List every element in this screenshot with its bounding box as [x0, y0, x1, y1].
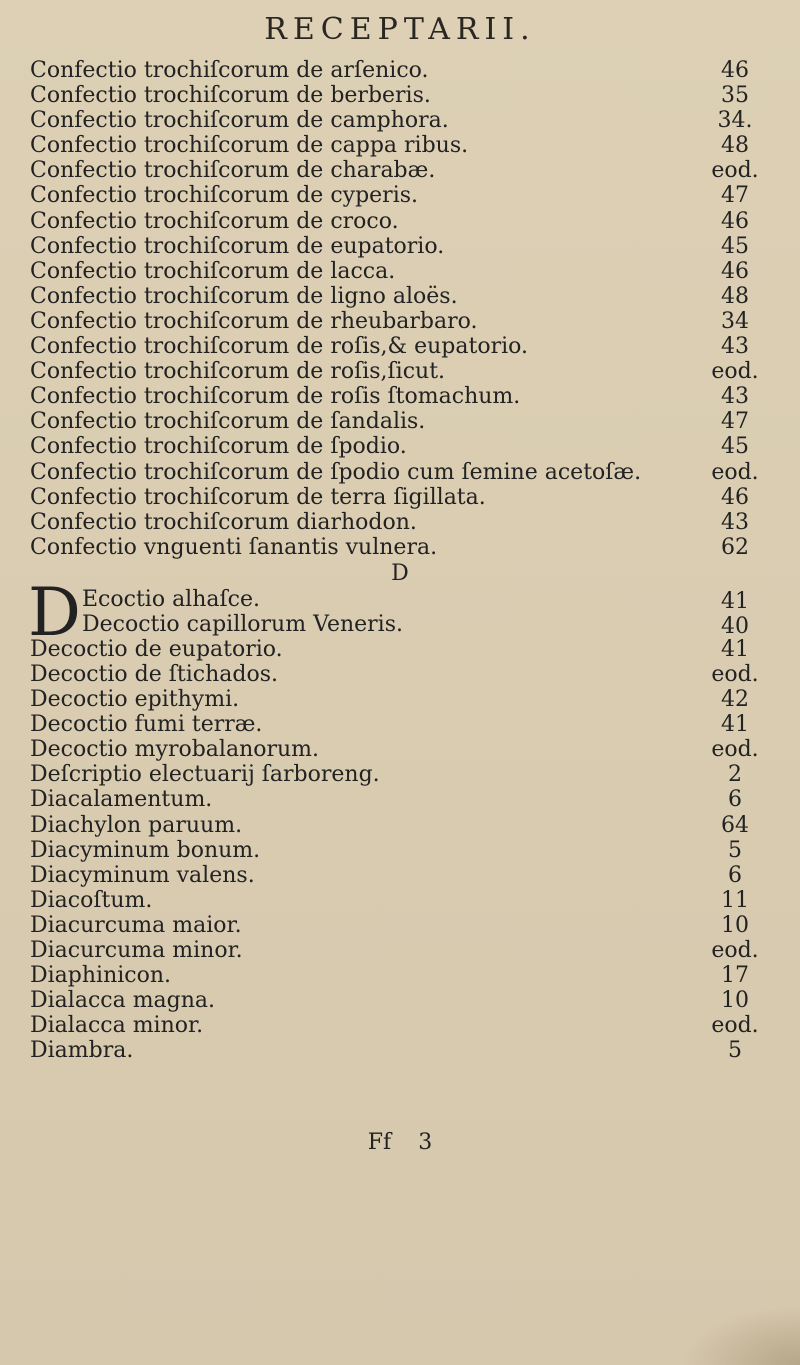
- index-entry: [30, 535, 770, 560]
- entry-title: Confectio vnguenti ſanantis vulnera.: [30, 534, 438, 560]
- entry-title: Confectio trochiſcorum de ligno aloës.: [30, 283, 458, 309]
- entry-page: eod.: [711, 459, 759, 485]
- index-entry: [30, 510, 770, 535]
- entry-page: 45: [721, 434, 749, 460]
- index-entry: [30, 637, 770, 662]
- index-entry: [30, 133, 770, 158]
- entry-title: Deſcriptio electuarij ſarboreng.: [30, 762, 380, 788]
- entry-page: 41: [721, 712, 749, 738]
- entry-page: 5: [728, 837, 742, 863]
- index-entry: [30, 888, 770, 913]
- entry-title: Confectio trochiſcorum diarhodon.: [30, 509, 417, 535]
- entry-title: Diacalamentum.: [30, 787, 213, 813]
- entry-page: 6: [728, 787, 742, 813]
- index-entry: [30, 963, 770, 988]
- entry-page: 34: [721, 308, 749, 334]
- entry-title: Confectio trochiſcorum de eupatorio.: [30, 233, 445, 259]
- index-entry: [30, 813, 770, 838]
- entry-title: Confectio trochiſcorum de berberis.: [30, 83, 431, 109]
- index-entry: [30, 938, 770, 963]
- entry-page: 64: [721, 812, 749, 838]
- index-entry: [30, 988, 770, 1013]
- entry-title: Confectio trochiſcorum de ſandalis.: [30, 409, 426, 435]
- entry-page: 48: [721, 283, 749, 309]
- entry-page: 6: [728, 862, 742, 888]
- signature-mark: Ff: [367, 1130, 392, 1155]
- index-entry: [30, 58, 770, 83]
- index-entry: [30, 662, 770, 687]
- entry-page: 47: [721, 409, 749, 435]
- entry-title: Confectio trochiſcorum de roſis,& eupatorio.: [30, 334, 528, 360]
- entry-page: 46: [721, 258, 749, 284]
- entry-page: 45: [721, 233, 749, 259]
- entry-title: Decoctio capillorum Veneris.: [82, 611, 403, 637]
- index-entry: [30, 359, 770, 384]
- entry-page: eod.: [711, 158, 759, 184]
- entry-page: 43: [721, 334, 749, 360]
- index-entry: [30, 712, 770, 737]
- entry-title: Ecoctio alhaſce.: [82, 586, 260, 612]
- entry-page: 46: [721, 58, 749, 83]
- entry-page: 34.: [717, 108, 753, 134]
- entry-page: eod.: [711, 737, 759, 763]
- drop-cap: D: [28, 573, 81, 651]
- index-entry: [30, 434, 770, 459]
- entry-title: Diacurcuma minor.: [30, 938, 243, 963]
- entry-page: eod.: [711, 661, 759, 687]
- index-entry: [30, 183, 770, 208]
- entry-page: 46: [721, 484, 749, 510]
- entry-title: Diacyminum bonum.: [30, 837, 261, 863]
- entry-page: 10: [721, 912, 749, 938]
- entry-page: 10: [721, 988, 749, 1014]
- entry-title: Decoctio epithymi.: [30, 687, 240, 713]
- index-entry: [30, 737, 770, 762]
- page-stain: [680, 1305, 800, 1365]
- signature-line: [0, 1130, 800, 1155]
- entry-page: 41: [721, 636, 749, 662]
- index-entry: [30, 284, 770, 309]
- entry-page: 2: [728, 762, 742, 788]
- entry-title: Confectio trochiſcorum de cappa ribus.: [30, 133, 469, 159]
- entry-title: Dialacca minor.: [30, 1013, 204, 1039]
- index-entries: [30, 58, 770, 1063]
- index-entry: [30, 108, 770, 133]
- entry-title: Diachylon paruum.: [30, 812, 243, 838]
- entry-page: eod.: [711, 1013, 759, 1039]
- index-entry: [30, 485, 770, 510]
- running-head: RECEPTARII.: [264, 12, 536, 47]
- entry-title: Confectio trochiſcorum de camphora.: [30, 108, 449, 134]
- entry-title: Confectio trochiſcorum de roſis ſtomachum.: [30, 384, 521, 410]
- entry-title: Confectio trochiſcorum de ſpodio cum ſemine acetoſæ.: [30, 459, 642, 485]
- index-entry: [30, 409, 770, 434]
- entry-title: Decoctio de ſtichados.: [30, 661, 278, 687]
- entry-title: Confectio trochiſcorum de terra ſigillata.: [30, 484, 486, 510]
- index-entry: [30, 158, 770, 183]
- index-entry: [30, 460, 770, 485]
- index-entry: [30, 787, 770, 812]
- index-entry: [30, 384, 770, 409]
- entry-title: Diaphinicon.: [30, 963, 172, 989]
- entry-page: 46: [721, 208, 749, 234]
- index-entry: [30, 762, 770, 787]
- index-entry: [30, 913, 770, 938]
- entry-page: 5: [728, 1038, 742, 1064]
- entry-page: 42: [721, 687, 749, 713]
- entry-page: 43: [721, 384, 749, 410]
- entry-title: Confectio trochiſcorum de arſenico.: [30, 58, 429, 83]
- entry-page: eod.: [711, 359, 759, 385]
- entry-title: Decoctio de eupatorio.: [30, 636, 283, 662]
- entry-page: 48: [721, 133, 749, 159]
- entry-title: Confectio trochiſcorum de cyperis.: [30, 183, 419, 209]
- d-entries-group: [30, 637, 770, 1064]
- index-entry: [30, 309, 770, 334]
- index-entry: [30, 209, 770, 234]
- section-letter: D: [391, 560, 409, 586]
- index-entry: [30, 1013, 770, 1038]
- entry-title: Diacoſtum.: [30, 887, 153, 913]
- index-entry: [30, 334, 770, 359]
- entry-page: 17: [721, 963, 749, 989]
- entry-page: 47: [721, 183, 749, 209]
- index-entry: [30, 838, 770, 863]
- entry-title: Confectio trochiſcorum de roſis,ſicut.: [30, 359, 446, 385]
- entry-title: Diambra.: [30, 1038, 134, 1064]
- entry-title: Dialacca magna.: [30, 988, 216, 1014]
- entry-page: 40: [721, 613, 749, 639]
- entry-page: 41: [721, 588, 749, 614]
- entry-page: eod.: [711, 938, 759, 963]
- index-entry: [30, 234, 770, 259]
- index-entry: [30, 687, 770, 712]
- entry-title: Decoctio myrobalanorum.: [30, 737, 320, 763]
- entry-title: Diacyminum valens.: [30, 862, 255, 888]
- entry-title: Confectio trochiſcorum de charabæ.: [30, 158, 436, 184]
- entry-title: Confectio trochiſcorum de croco.: [30, 208, 399, 234]
- signature-number: 3: [418, 1130, 433, 1155]
- index-entry: [30, 83, 770, 108]
- entry-title: Decoctio fumi terræ.: [30, 712, 263, 738]
- entry-title: Diacurcuma maior.: [30, 912, 242, 938]
- index-entry: [30, 1038, 770, 1063]
- index-entry: [30, 259, 770, 284]
- entry-page: 62: [721, 534, 749, 560]
- entry-title: Confectio trochiſcorum de ſpodio.: [30, 434, 407, 460]
- entry-page: 43: [721, 509, 749, 535]
- entry-page: 11: [721, 887, 749, 913]
- confectio-group: [30, 58, 770, 560]
- entry-title: Confectio trochiſcorum de rheubarbaro.: [30, 308, 478, 334]
- entry-page: 35: [721, 83, 749, 109]
- entry-title: Confectio trochiſcorum de lacca.: [30, 258, 396, 284]
- index-entry: [30, 863, 770, 888]
